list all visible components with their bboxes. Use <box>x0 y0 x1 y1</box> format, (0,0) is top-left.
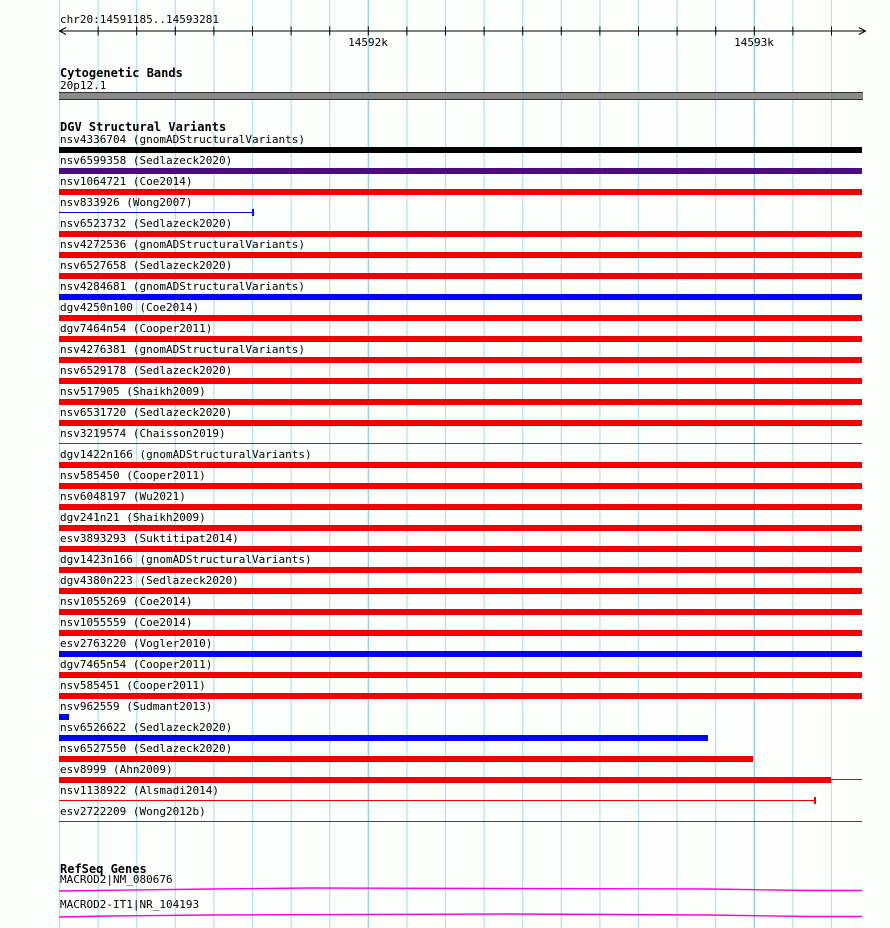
variant-label[interactable]: esv8999 (Ahn2009) <box>60 763 173 776</box>
variant-bar[interactable] <box>59 462 862 468</box>
variant-label[interactable]: nsv6523732 (Sedlazeck2020) <box>60 217 233 230</box>
variant-label[interactable]: dgv1423n166 (gnomADStructuralVariants) <box>60 553 312 566</box>
variant-label[interactable]: nsv6048197 (Wu2021) <box>60 490 186 503</box>
region-coordinates: chr20:14591185..14593281 <box>60 13 219 26</box>
variant-bar[interactable] <box>59 756 753 762</box>
variant-label[interactable]: nsv4336704 (gnomADStructuralVariants) <box>60 133 306 146</box>
variant-label[interactable]: nsv6527658 (Sedlazeck2020) <box>60 259 233 272</box>
variant-bar[interactable] <box>59 273 862 279</box>
variant-label[interactable]: nsv6599358 (Sedlazeck2020) <box>60 154 233 167</box>
cytobands-section-title: Cytogenetic Bands <box>60 66 183 80</box>
variant-label[interactable]: dgv7464n54 (Cooper2011) <box>60 322 213 335</box>
variant-label[interactable]: nsv962559 (Sudmant2013) <box>60 700 213 713</box>
variant-bar[interactable] <box>59 546 862 552</box>
variant-label[interactable]: nsv4284681 (gnomADStructuralVariants) <box>60 280 306 293</box>
variant-label[interactable]: dgv4250n100 (Coe2014) <box>60 301 200 314</box>
variant-label[interactable]: nsv6527550 (Sedlazeck2020) <box>60 742 233 755</box>
variant-bar[interactable] <box>59 567 862 573</box>
variant-bar[interactable] <box>59 420 862 426</box>
variant-bar[interactable] <box>59 735 708 741</box>
variant-bar[interactable] <box>59 777 831 783</box>
variant-bar[interactable] <box>59 672 862 678</box>
variant-bar[interactable] <box>59 378 862 384</box>
variant-end-tick[interactable] <box>814 797 816 804</box>
variant-label[interactable]: esv3893293 (Suktitipat2014) <box>60 532 239 545</box>
variant-line[interactable] <box>59 821 862 822</box>
variant-bar[interactable] <box>59 336 862 342</box>
variant-bar[interactable] <box>59 651 862 657</box>
variant-label[interactable]: nsv585451 (Cooper2011) <box>60 679 206 692</box>
variant-label[interactable]: nsv517905 (Shaikh2009) <box>60 385 206 398</box>
gene-span-line[interactable] <box>59 914 862 917</box>
cytoband-name: 20p12.1 <box>60 79 107 92</box>
variant-line[interactable] <box>59 212 253 213</box>
cytoband-bar[interactable] <box>59 92 863 100</box>
variant-bar[interactable] <box>59 525 862 531</box>
variant-label[interactable]: nsv3219574 (Chaisson2019) <box>60 427 226 440</box>
variant-bar[interactable] <box>59 231 862 237</box>
dgv-section-title: DGV Structural Variants <box>60 120 227 134</box>
variant-bar[interactable] <box>59 399 862 405</box>
variant-bar[interactable] <box>59 714 69 720</box>
variant-bar[interactable] <box>59 483 862 489</box>
variant-label[interactable]: nsv6531720 (Sedlazeck2020) <box>60 406 233 419</box>
gene-span-line[interactable] <box>59 888 862 891</box>
variant-label[interactable]: nsv1055559 (Coe2014) <box>60 616 193 629</box>
variant-bar[interactable] <box>59 357 862 363</box>
variant-label[interactable]: nsv585450 (Cooper2011) <box>60 469 206 482</box>
refseq-section-title: RefSeq Genes <box>60 862 147 876</box>
variant-label[interactable]: dgv7465n54 (Cooper2011) <box>60 658 213 671</box>
ruler-tick-label: 14592k <box>348 36 388 49</box>
variant-bar[interactable] <box>59 630 862 636</box>
variant-label[interactable]: esv2722209 (Wong2012b) <box>60 805 206 818</box>
variant-label[interactable]: nsv6529178 (Sedlazeck2020) <box>60 364 233 377</box>
variant-label[interactable]: dgv241n21 (Shaikh2009) <box>60 511 206 524</box>
variant-label[interactable]: nsv4272536 (gnomADStructuralVariants) <box>60 238 306 251</box>
variant-label[interactable]: dgv4380n223 (Sedlazeck2020) <box>60 574 239 587</box>
variant-bar[interactable] <box>59 294 862 300</box>
variant-bar[interactable] <box>59 315 862 321</box>
variant-label[interactable]: nsv1055269 (Coe2014) <box>60 595 193 608</box>
variant-label[interactable]: nsv6526622 (Sedlazeck2020) <box>60 721 233 734</box>
variant-end-tick[interactable] <box>252 209 254 216</box>
variant-line[interactable] <box>59 443 862 444</box>
variant-bar[interactable] <box>59 147 862 153</box>
variant-bar[interactable] <box>59 189 862 195</box>
variant-bar[interactable] <box>59 693 862 699</box>
gene-label[interactable]: MACROD2|NM_080676 <box>60 873 173 886</box>
variant-bar[interactable] <box>59 504 862 510</box>
variant-line[interactable] <box>59 800 815 801</box>
variant-bar[interactable] <box>59 609 862 615</box>
variant-label[interactable]: nsv833926 (Wong2007) <box>60 196 193 209</box>
variant-label[interactable]: esv2763220 (Vogler2010) <box>60 637 213 650</box>
variant-label[interactable]: nsv1138922 (Alsmadi2014) <box>60 784 219 797</box>
variant-range-line[interactable] <box>831 779 862 780</box>
variant-bar[interactable] <box>59 252 862 258</box>
ruler-tick-label: 14593k <box>734 36 774 49</box>
variant-label[interactable]: dgv1422n166 (gnomADStructuralVariants) <box>60 448 312 461</box>
variant-bar[interactable] <box>59 168 862 174</box>
variant-bar[interactable] <box>59 588 862 594</box>
gene-label[interactable]: MACROD2-IT1|NR_104193 <box>60 898 200 911</box>
variant-label[interactable]: nsv4276381 (gnomADStructuralVariants) <box>60 343 306 356</box>
variant-label[interactable]: nsv1064721 (Coe2014) <box>60 175 193 188</box>
